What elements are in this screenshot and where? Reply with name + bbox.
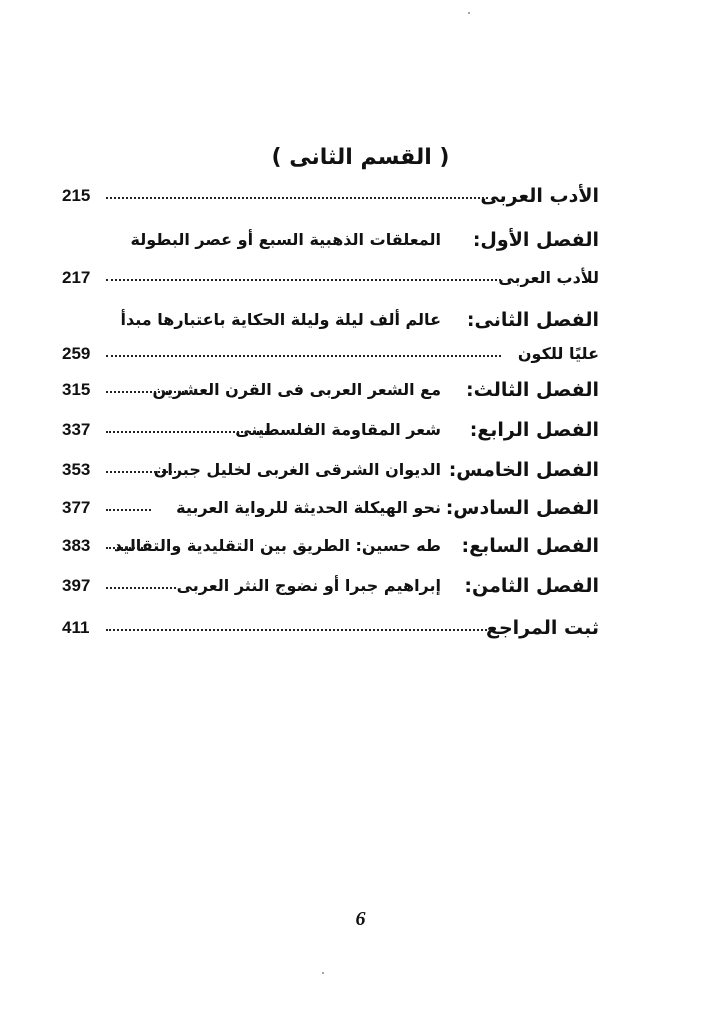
scan-speck xyxy=(322,972,324,974)
chapter-title-continuation: عليًا للكون xyxy=(517,344,599,363)
dot-leader xyxy=(106,587,176,589)
toc-entry-chapter-3 xyxy=(62,376,599,404)
page-number: 215 xyxy=(62,186,91,205)
chapter-label: الفصل الثانى: xyxy=(466,309,599,331)
dot-leader xyxy=(106,355,501,357)
toc-entry-chapter-4 xyxy=(62,416,599,444)
toc-entry-chapter-1 xyxy=(62,226,599,254)
chapter-title: طه حسين: الطريق بين التقليدية والتقاليد xyxy=(114,536,441,555)
chapter-title: نحو الهيكلة الحديثة للرواية العربية xyxy=(176,498,441,517)
page-number: 259 xyxy=(62,344,91,363)
dot-leader xyxy=(106,197,488,199)
scan-speck xyxy=(468,12,470,14)
dot-leader xyxy=(106,391,196,393)
dot-leader xyxy=(106,431,271,433)
chapter-title: مع الشعر العربى فى القرن العشرين xyxy=(152,380,441,399)
dot-leader xyxy=(106,471,176,473)
chapter-title: المعلقات الذهبية السبع أو عصر البطولة xyxy=(130,230,441,249)
chapter-label: الفصل الثالث: xyxy=(466,379,599,401)
dot-leader xyxy=(106,547,146,549)
chapter-title: الديوان الشرقى الغربى لخليل جبران xyxy=(153,460,441,479)
section-heading: ( القسم الثانى ) xyxy=(271,145,450,170)
page-number: 337 xyxy=(62,420,91,439)
toc-entry-chapter-6 xyxy=(62,494,599,522)
toc-entry-references xyxy=(62,614,599,642)
toc-entry-chapter-2 xyxy=(62,306,599,334)
chapter-label: الفصل السابع: xyxy=(461,535,599,557)
chapter-label: الفصل الرابع: xyxy=(469,419,599,441)
page-number: 411 xyxy=(62,618,90,637)
toc-entry-adab xyxy=(62,182,599,210)
page-number: 315 xyxy=(62,380,91,399)
toc-entry-label: ثبت المراجع xyxy=(485,617,599,639)
toc-entry-label: الأدب العربى xyxy=(480,185,599,207)
toc-entry-chapter-2-continuation xyxy=(62,340,599,368)
chapter-title: شعر المقاومة الفلسطينى xyxy=(235,420,441,439)
page-number: 353 xyxy=(62,460,91,479)
page-number: 377 xyxy=(62,498,91,517)
dot-leader xyxy=(106,279,501,281)
chapter-label: الفصل الثامن: xyxy=(464,575,599,597)
toc-entry-chapter-8 xyxy=(62,572,599,600)
page-number: 397 xyxy=(62,576,91,595)
page-number: 383 xyxy=(62,536,91,555)
chapter-label: الفصل الخامس: xyxy=(448,459,599,481)
chapter-label: الفصل الأول: xyxy=(472,229,599,251)
page-folio: 6 xyxy=(355,908,366,930)
chapter-label: الفصل السادس: xyxy=(445,497,599,519)
dot-leader xyxy=(106,629,491,631)
toc-entry-chapter-1-continuation xyxy=(62,264,599,292)
chapter-title-continuation: للأدب العربى xyxy=(498,268,599,287)
dot-leader xyxy=(106,509,151,511)
toc-entry-chapter-5 xyxy=(62,456,599,484)
chapter-title: عالم ألف ليلة وليلة الحكاية باعتبارها مبدأ xyxy=(120,310,441,329)
page-number: 217 xyxy=(62,268,91,287)
chapter-title: إبراهيم جبرا أو نضوج النثر العربى xyxy=(176,576,441,595)
toc-entry-chapter-7 xyxy=(62,532,599,560)
